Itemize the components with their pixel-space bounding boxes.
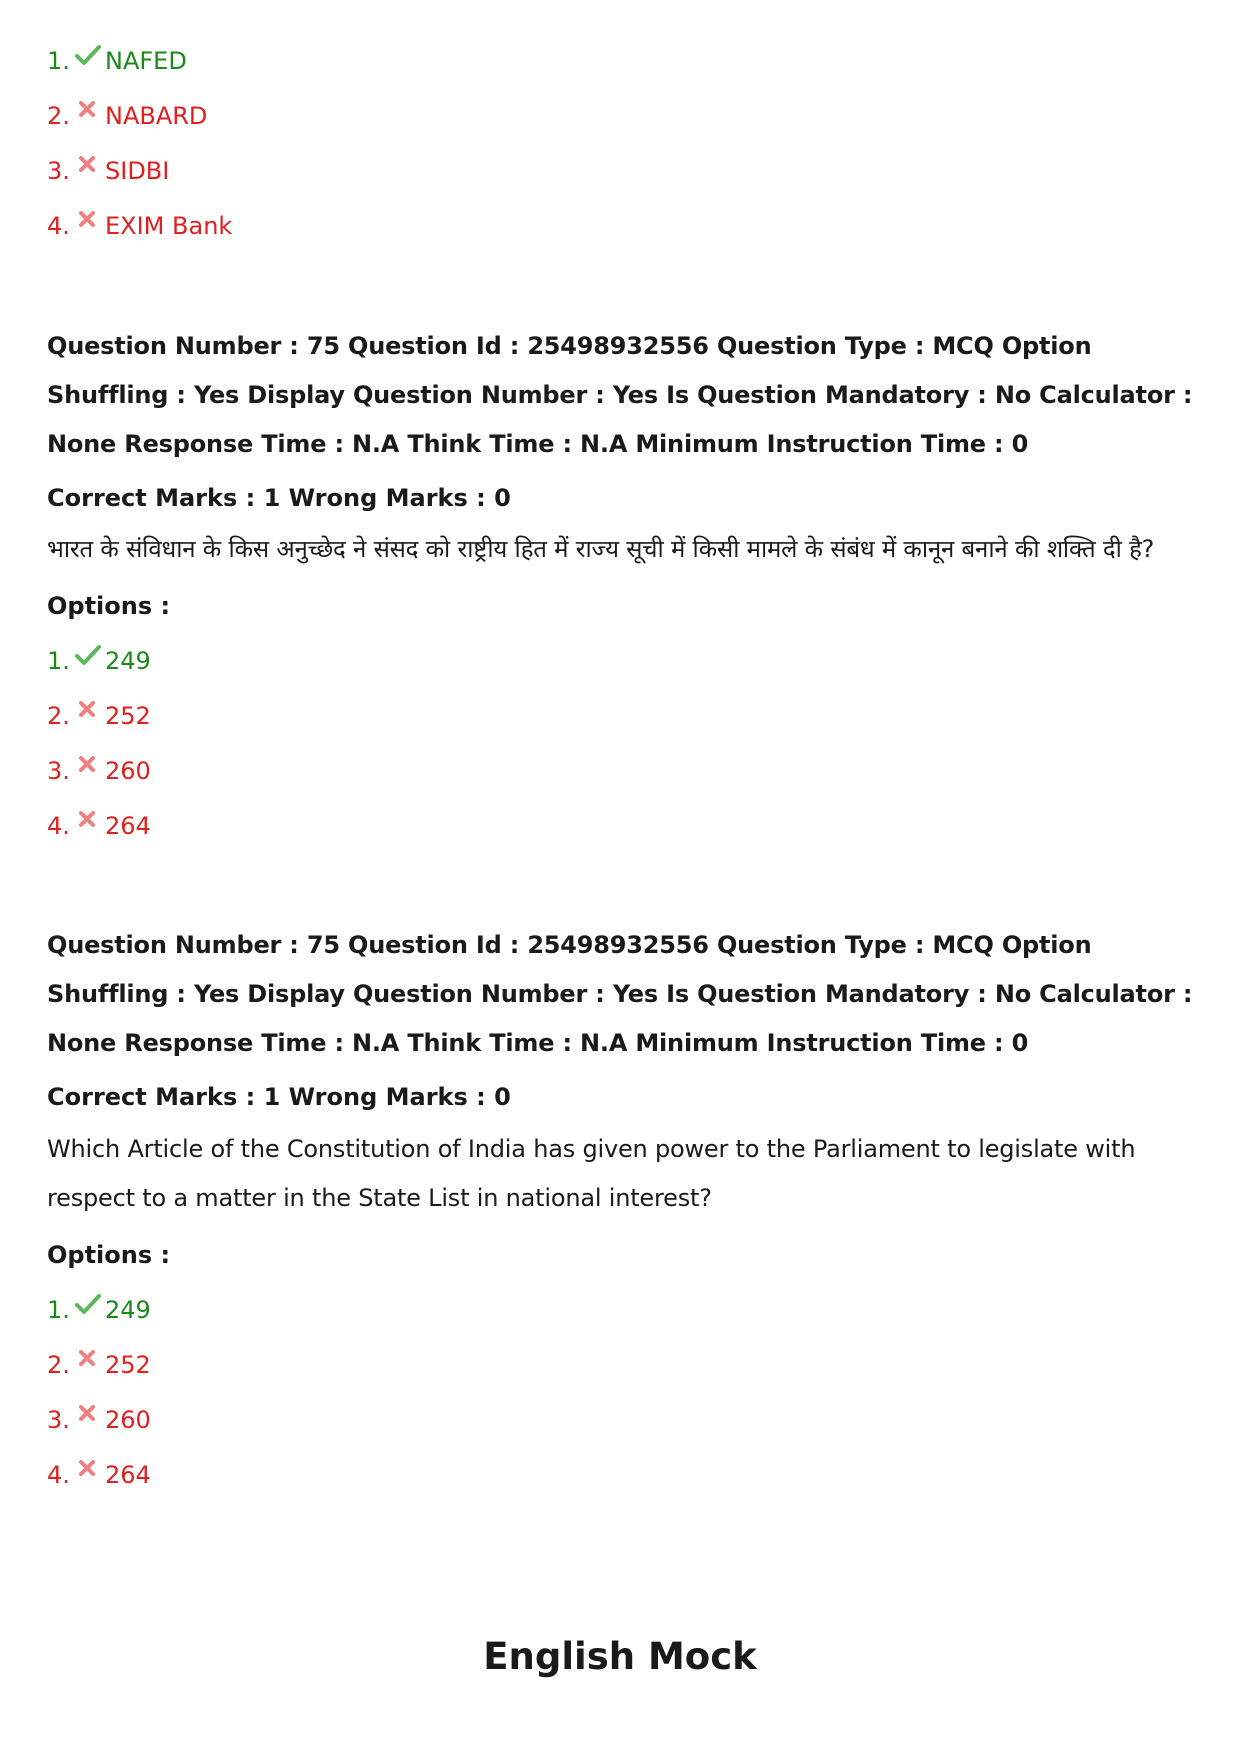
- option-text: 264: [105, 1461, 151, 1489]
- option-number: 1.: [47, 47, 70, 75]
- option-number: 2.: [47, 102, 70, 130]
- option-text: 260: [105, 757, 151, 785]
- option-item: [47, 646, 151, 676]
- options-label: Options :: [47, 592, 171, 620]
- option-text: 260: [105, 1406, 151, 1434]
- option-number: 4.: [47, 1461, 70, 1489]
- question-text: Which Article of the Constitution of India has given power to the Parliament to legislate with respect to a matter in the State List in national interest?: [47, 1135, 1136, 1212]
- option-number: 2.: [47, 702, 70, 730]
- option-text: 252: [105, 1351, 151, 1379]
- option-text: EXIM Bank: [105, 212, 233, 240]
- option-item: [47, 756, 151, 786]
- cross-icon: [75, 1402, 105, 1426]
- question-text: भारत के संविधान के किस अनुच्छेद ने संसद को राष्ट्रीय हित में राज्य सूची में किसी मामले के संबंध में कानून बनाने की शक्ति दी है?: [47, 535, 1155, 563]
- option-item: [47, 46, 187, 76]
- check-icon: [75, 1292, 105, 1316]
- option-number: 3.: [47, 157, 70, 185]
- check-icon: [75, 643, 105, 667]
- option-item: [47, 701, 151, 731]
- cross-icon: [75, 808, 105, 832]
- cross-icon: [75, 208, 105, 232]
- option-number: 3.: [47, 757, 70, 785]
- option-item: [47, 1295, 151, 1325]
- option-item: [47, 1405, 151, 1435]
- option-text: SIDBI: [105, 157, 170, 185]
- options-label: Options :: [47, 1241, 171, 1269]
- option-text: 249: [105, 1296, 151, 1324]
- option-item: [47, 211, 232, 241]
- option-text: 264: [105, 812, 151, 840]
- option-item: [47, 1460, 151, 1490]
- option-number: 1.: [47, 1296, 70, 1324]
- question-meta: Question Number : 75 Question Id : 25498932556 Question Type : MCQ Option Shuffling : Yes Display Question Number : Yes Is Question Mandatory : No Calculator : None Response Time : N.A Think Time : N.A Minimum Instruction Time : 0: [47, 332, 1193, 458]
- cross-icon: [75, 1457, 105, 1481]
- option-item: [47, 156, 169, 186]
- option-number: 4.: [47, 212, 70, 240]
- option-text: 252: [105, 702, 151, 730]
- cross-icon: [75, 698, 105, 722]
- question-marks: Correct Marks : 1 Wrong Marks : 0: [47, 1083, 511, 1111]
- option-number: 1.: [47, 647, 70, 675]
- cross-icon: [75, 153, 105, 177]
- option-item: [47, 101, 207, 131]
- option-item: [47, 811, 151, 841]
- question-meta: Question Number : 75 Question Id : 25498932556 Question Type : MCQ Option Shuffling : Yes Display Question Number : Yes Is Question Mandatory : No Calculator : None Response Time : N.A Think Time : N.A Minimum Instruction Time : 0: [47, 931, 1193, 1057]
- check-icon: [75, 43, 105, 67]
- option-text: NAFED: [105, 47, 187, 75]
- option-number: 4.: [47, 812, 70, 840]
- option-item: [47, 1350, 151, 1380]
- option-text: NABARD: [105, 102, 208, 130]
- cross-icon: [75, 1347, 105, 1371]
- cross-icon: [75, 753, 105, 777]
- section-title: English Mock: [483, 1635, 757, 1678]
- option-number: 3.: [47, 1406, 70, 1434]
- question-marks: Correct Marks : 1 Wrong Marks : 0: [47, 484, 511, 512]
- option-text: 249: [105, 647, 151, 675]
- cross-icon: [75, 98, 105, 122]
- option-number: 2.: [47, 1351, 70, 1379]
